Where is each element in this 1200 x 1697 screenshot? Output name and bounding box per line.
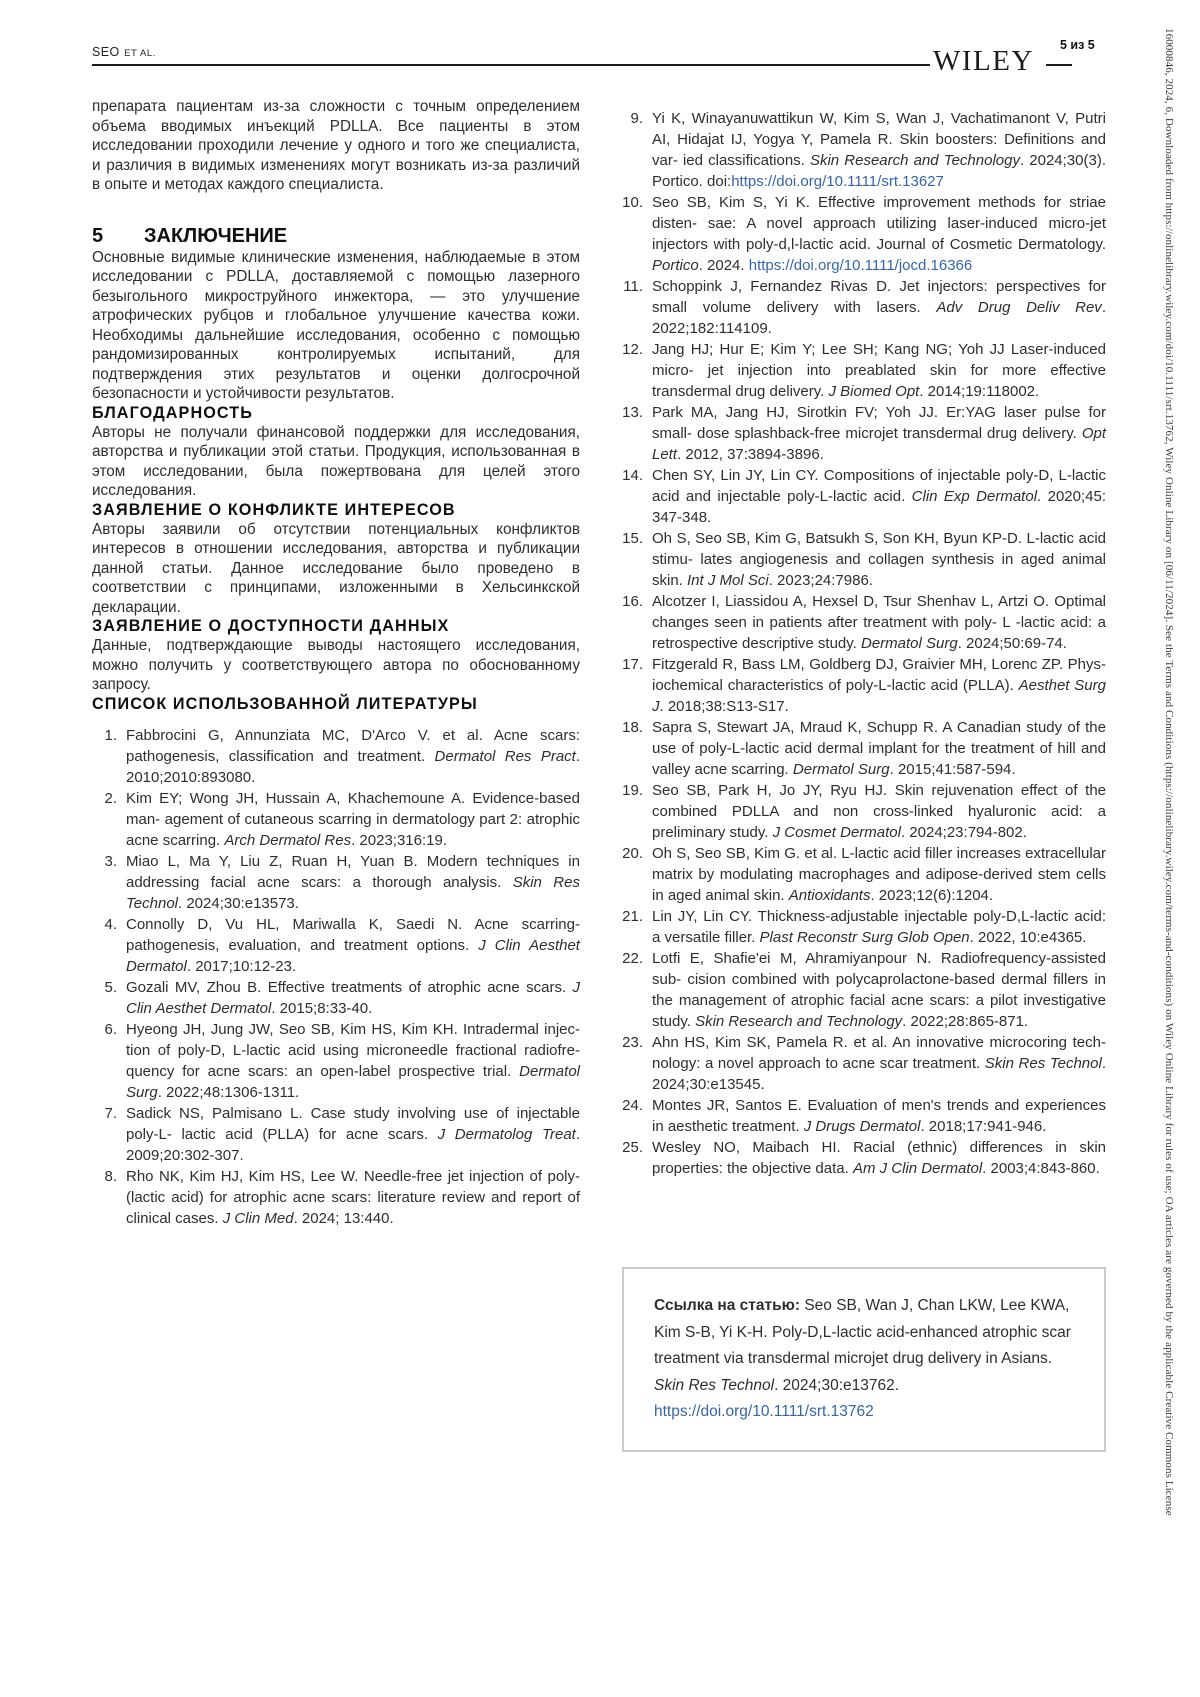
reference-text: Ahn HS, Kim SK, Pamela R. et al. An innovative microcoring tech- nology: a novel approach to acne scar treatment. xyxy=(652,1034,1106,1072)
doi-link[interactable]: https://doi.org/10.1111/jocd.16366 xyxy=(748,257,973,274)
reference-text: Seo SB, Kim S, Yi K. Effective improvement methods for striae disten- sae: A novel approach utilizing laser-induced micro-jet injectors with poly-d,l-lactic acid. Journal of Cosmetic Dermatology. xyxy=(652,194,1106,253)
reference-number: 14. xyxy=(622,467,643,484)
journal-name: J Clin Aesthet Dermatol xyxy=(126,978,580,1017)
header-rule-right xyxy=(1046,64,1072,66)
reference-item xyxy=(622,591,1106,654)
reference-text: Kim EY; Wong JH, Hussain A, Khachemoune A. Evidence-based man- agement of cutaneous scarring in dermatology part 2: atrophic acne scarring. xyxy=(126,789,580,849)
reference-text: Sadick NS, Palmisano L. Case study involving use of injectable poly-L- lactic acid (PLLA) for acne scars. xyxy=(126,1104,580,1143)
reference-number: 4. xyxy=(104,915,117,933)
journal-name: J Clin Med xyxy=(222,1209,294,1227)
reference-list-right xyxy=(622,108,1106,1179)
reference-item xyxy=(92,1019,580,1103)
journal-name: Skin Res Technol xyxy=(984,1055,1102,1072)
section-title: ЗАКЛЮЧЕНИЕ xyxy=(144,224,288,247)
conflict-of-interest-heading: ЗАЯВЛЕНИЕ О КОНФЛИКТЕ ИНТЕРЕСОВ xyxy=(92,500,456,519)
reference-number: 3. xyxy=(104,852,117,870)
reference-text: . 2009;20:302-307. xyxy=(126,1125,581,1164)
reference-number: 25. xyxy=(622,1139,643,1156)
reference-text: . 2014;19:118002. xyxy=(919,383,1040,400)
reference-number: 8. xyxy=(104,1167,117,1185)
reference-number: 6. xyxy=(104,1020,117,1038)
reference-item xyxy=(92,1103,580,1166)
journal-name: Int J Mol Sci xyxy=(687,572,769,589)
reference-number: 21. xyxy=(622,908,643,925)
conclusion-paragraph: Основные видимые клинические изменения, наблюдаемые в этом исследовании с PDLLA, доставляемой с помощью лазерного безыгольного микроструйного инжектора, — это улучшение атрофических рубцов и глобальное улучшение качества кожи. Необходимы дальнейшие исследования, особенно с помощью рандомизированных контролируемых испытаний, для подтверждения этих результатов и оценки долгосрочной безопасности и устойчивости результатов. xyxy=(92,248,580,402)
reference-item xyxy=(622,1137,1106,1179)
journal-name: Dermatol Surg xyxy=(126,1062,580,1101)
reference-item xyxy=(92,725,580,788)
reference-text: . 2024;30(3). Portico. doi: xyxy=(652,152,1106,190)
reference-text: . 2012, 37:3894-3896. xyxy=(677,446,824,463)
reference-number: 11. xyxy=(623,278,643,295)
reference-text: . 2022;182:114109. xyxy=(652,299,1106,337)
reference-number: 22. xyxy=(622,950,643,967)
reference-text: Oh S, Seo SB, Kim G. et al. L-lactic acid filler increases extracellular matrix by modulating macrophages and adipose-derived stem cells in aged animal skin. xyxy=(652,845,1106,904)
reference-text: Lotfi E, Shafie'ei M, Ahramiyanpour N. Radiofrequency-assisted sub- cision combined with polycaprolactone-based dermal fillers in the management of atrophic facial acne scars: a pilot investigative study. xyxy=(652,950,1106,1030)
reference-text: Fitzgerald R, Bass LM, Goldberg DJ, Graivier MH, Lorenc ZP. Phys- iochemical characteristics of poly-L-lactic acid (PLLA). xyxy=(652,656,1106,694)
data-availability-paragraph: Данные, подтверждающие выводы настоящего исследования, можно получить у соответствующего автора по обоснованному запросу. xyxy=(92,637,580,693)
journal-name: Dermatol Surg xyxy=(792,761,890,778)
reference-item xyxy=(622,465,1106,528)
journal-name: J Dermatolog Treat xyxy=(437,1125,576,1143)
journal-name: Skin Res Technol xyxy=(654,1376,775,1394)
reference-number: 15. xyxy=(622,530,643,547)
reference-item xyxy=(622,402,1106,465)
citation-text xyxy=(654,1293,1078,1426)
acknowledgment-heading: БЛАГОДАРНОСТЬ xyxy=(92,403,254,422)
reference-number: 13. xyxy=(622,404,643,421)
reference-text: Yi K, Winayanuwattikun W, Kim S, Wan J, Vachatimanont V, Putri AI, Hidajat IJ, Yogya Y, Pamela R. Skin boosters: Definitions and var- ied classifications. xyxy=(652,110,1106,169)
journal-name: Aesthet Surg J xyxy=(652,677,1106,715)
journal-name: Dermatol Surg xyxy=(860,635,958,652)
section-number: 5 xyxy=(92,224,104,247)
reference-text: Hyeong JH, Jung JW, Seo SB, Kim HS, Kim KH. Intradermal injec- tion of poly-D, L-lactic acid using microneedle fractional radiofre- quency for acne scars: an open-label prospective trial. xyxy=(126,1020,580,1080)
reference-text: . 2018;38:S13-S17. xyxy=(659,698,789,715)
citation-box xyxy=(622,1267,1106,1452)
reference-text: . 2024;30:e13762. xyxy=(774,1376,900,1394)
reference-text: . 2024;50:69-74. xyxy=(957,635,1067,652)
wiley-logo: WILEY xyxy=(933,45,1034,77)
reference-number: 1. xyxy=(104,726,117,744)
right-column xyxy=(622,97,1106,1452)
reference-number: 19. xyxy=(622,782,643,799)
reference-text: Oh S, Seo SB, Kim G, Batsukh S, Son KH, Byun KP-D. L-lactic acid stimu- lates angiogenesis and collagen synthesis in aged animal skin. xyxy=(652,530,1106,589)
journal-name: Opt Lett xyxy=(652,425,1106,463)
journal-name: Arch Dermatol Res xyxy=(224,831,352,849)
reference-item xyxy=(92,788,580,851)
reference-text: Lin JY, Lin CY. Thickness-adjustable injectable poly-D,L-lactic acid: a versatile filler. xyxy=(652,908,1106,946)
reference-text: Seo SB, Park H, Jo JY, Ryu HJ. Skin rejuvenation effect of the combined PDLLA and non cross-linked hyaluronic acid: a preliminary study. xyxy=(652,782,1106,841)
reference-text: Chen SY, Lin JY, Lin CY. Compositions of injectable poly-D, L-lactic acid and injectable poly-L-lactic acid. xyxy=(652,467,1106,505)
doi-link[interactable]: https://doi.org/10.1111/srt.13627 xyxy=(731,173,944,190)
reference-number: 20. xyxy=(622,845,643,862)
reference-item xyxy=(92,977,580,1019)
reference-text: Wesley NO, Maibach HI. Racial (ethnic) differences in skin properties: the objective data. xyxy=(652,1139,1106,1177)
journal-name: Am J Clin Dermatol xyxy=(852,1160,983,1177)
reference-item xyxy=(622,528,1106,591)
reference-text: . 2024;30:e13573. xyxy=(178,894,299,912)
reference-number: 2. xyxy=(104,789,117,807)
reference-item xyxy=(622,192,1106,276)
journal-name: Skin Research and Technology xyxy=(695,1013,903,1030)
journal-name: Portico xyxy=(652,257,699,274)
reference-text: . 2017;10:12-23. xyxy=(186,957,297,975)
reference-item xyxy=(622,906,1106,948)
reference-text: . 2022, 10:e4365. xyxy=(969,929,1087,946)
running-head-authors: SEO xyxy=(92,45,120,59)
reference-text: Fabbrocini G, Annunziata MC, D'Arco V. et al. Acne scars: pathogenesis, classification and treatment. xyxy=(126,726,580,765)
reference-text: Rho NK, Kim HJ, Kim HS, Lee W. Needle-free jet injection of poly- (lactic acid) for atrophic acne scars: literature review and report of clinical cases. xyxy=(126,1167,580,1227)
reference-item xyxy=(622,843,1106,906)
reference-text: Jang HJ; Hur E; Kim Y; Lee SH; Kang NG; Yoh JJ Laser-induced micro- jet injection into preablated skin for more effective transdermal drug delivery. xyxy=(652,341,1106,400)
conflict-of-interest-paragraph: Авторы заявили об отсутствии потенциальных конфликтов интересов в отношении исследования, авторства и публикации данной статьи. Данное исследование было проведено в соответствии с принципами, изложенными в Хельсинкской декларации. xyxy=(92,520,580,616)
reference-number: 5. xyxy=(104,978,117,996)
reference-number: 7. xyxy=(104,1104,117,1122)
reference-item xyxy=(622,108,1106,192)
reference-item xyxy=(622,339,1106,402)
journal-name: Plast Reconstr Surg Glob Open xyxy=(759,929,970,946)
reference-number: 23. xyxy=(622,1034,643,1051)
reference-text: Seo SB, Wan J, Chan LKW, Lee KWA, Kim S-B, Yi K-H. Poly-D,L-lactic acid-enhanced atrophic scar treatment via transdermal microjet drug delivery in Asians. xyxy=(654,1297,1071,1367)
header-rule-left xyxy=(92,64,930,66)
reference-item xyxy=(622,948,1106,1032)
reference-text: . 2010;2010:893080. xyxy=(126,747,580,786)
reference-number: 12. xyxy=(622,341,643,358)
reference-text: . 2015;8:33-40. xyxy=(271,999,373,1017)
journal-name: J Cosmet Dermatol xyxy=(772,824,901,841)
reference-item xyxy=(622,276,1106,339)
reference-text: . 2024. xyxy=(698,257,749,274)
reference-text: Park MA, Jang HJ, Sirotkin FV; Yoh JJ. Er:YAG laser pulse for small- dose splashback-free microjet transdermal drug delivery. xyxy=(652,404,1106,442)
reference-text: Ссылка на статью: xyxy=(654,1297,801,1314)
conclusion-heading xyxy=(92,225,580,248)
reference-text: Montes JR, Santos E. Evaluation of men's trends and experiences in aesthetic treatment. xyxy=(652,1097,1106,1135)
reference-text: Miao L, Ma Y, Liu Z, Ruan H, Yuan B. Modern techniques in addressing facial acne scars: a thorough analysis. xyxy=(126,852,580,891)
journal-name: J Clin Aesthet Dermatol xyxy=(126,936,580,975)
page-number: 5 из 5 xyxy=(1060,38,1095,52)
reference-text: . 2024;23:794-802. xyxy=(900,824,1027,841)
reference-text: . 2024; 13:440. xyxy=(293,1209,394,1227)
acknowledgment-paragraph: Авторы не получали финансовой поддержки для исследования, авторства и публикации этой статьи. Продукция, использованная в этом исследовании, была пожертвована для целей этого исследования. xyxy=(92,423,580,499)
reference-item xyxy=(92,1166,580,1229)
reference-text: Connolly D, Vu HL, Mariwalla K, Saedi N. Acne scarring-pathogenesis, evaluation, and treatment options. xyxy=(126,915,580,954)
reference-item xyxy=(622,1095,1106,1137)
reference-text: . 2022;28:865-871. xyxy=(902,1013,1029,1030)
running-head-etal: ET AL. xyxy=(124,48,157,59)
running-head xyxy=(92,43,156,61)
journal-name: Clin Exp Dermatol xyxy=(911,488,1038,505)
reference-item xyxy=(92,851,580,914)
reference-text: . 2018;17:941-946. xyxy=(920,1118,1047,1135)
reference-text: Schoppink J, Fernandez Rivas D. Jet injectors: perspectives for small volume delivery with lasers. xyxy=(652,278,1106,316)
journal-name: Skin Res Technol xyxy=(126,873,580,912)
reference-text: . 2023;316:19. xyxy=(351,831,448,849)
reference-item xyxy=(622,780,1106,843)
reference-item xyxy=(622,1032,1106,1095)
reference-text: . 2015;41:587-594. xyxy=(889,761,1016,778)
journal-name: Adv Drug Deliv Rev xyxy=(936,299,1102,316)
reference-text: . 2022;48:1306-1311. xyxy=(157,1083,300,1101)
reference-text: . 2023;24:7986. xyxy=(768,572,873,589)
doi-link[interactable]: https://doi.org/10.1111/srt.13762 xyxy=(654,1403,874,1420)
reference-number: 16. xyxy=(622,593,643,610)
reference-text: . 2024;30:e13545. xyxy=(652,1055,1106,1093)
journal-name: J Drugs Dermatol xyxy=(803,1118,921,1135)
reference-number: 10. xyxy=(622,194,643,211)
journal-name: Dermatol Res Pract xyxy=(434,747,576,765)
journal-name: Antioxidants xyxy=(788,887,871,904)
reference-number: 24. xyxy=(622,1097,643,1114)
references-heading: СПИСОК ИСПОЛЬЗОВАННОЙ ЛИТЕРАТУРЫ xyxy=(92,694,478,713)
left-column xyxy=(92,97,580,1229)
reference-text: Sapra S, Stewart JA, Mraud K, Schupp R. A Canadian study of the use of poly-L-lactic acid dermal implant for the treatment of hill and valley acne scarring. xyxy=(652,719,1106,778)
reference-list-left xyxy=(92,725,580,1229)
reference-number: 18. xyxy=(622,719,643,736)
reference-item xyxy=(622,654,1106,717)
journal-name: Skin Research and Technology xyxy=(809,152,1020,169)
reference-text: . 2020;45: 347-348. xyxy=(652,488,1106,526)
reference-number: 9. xyxy=(630,110,643,127)
data-availability-heading: ЗАЯВЛЕНИЕ О ДОСТУПНОСТИ ДАННЫХ xyxy=(92,617,450,635)
reference-item xyxy=(92,914,580,977)
download-info-watermark: 16000846, 2024, 6, Downloaded from https://onlinelibrary.wiley.com/doi/10.1111/srt.13762, Wiley Online Library on [06/11/2024]. See the Terms and Conditions (https://onlinelibrary.wiley.com/terms-and-conditions) on Wiley Online Library for rules of use; OA articles are governed by the applicable Creative Commons License xyxy=(1163,28,1175,1516)
reference-text: . 2023;12(6):1204. xyxy=(870,887,994,904)
reference-text: Gozali MV, Zhou B. Effective treatments of atrophic acne scars. xyxy=(126,978,573,996)
reference-text: Alcotzer I, Liassidou A, Hexsel D, Tsur Shenhav L, Artzi O. Optimal changes seen in patients after treatment with poly- L -lactic acid: a retrospective descriptive study. xyxy=(652,593,1106,652)
reference-text: . 2003;4:843-860. xyxy=(982,1160,1100,1177)
journal-name: J Biomed Opt xyxy=(828,383,920,400)
reference-item xyxy=(622,717,1106,780)
reference-number: 17. xyxy=(622,656,643,673)
intro-paragraph: препарата пациентам из-за сложности с точным определением объема вводимых инъекций PDLLA. Все пациенты в этом исследовании проходили лечение у одного и того же специалиста, и различия в видимых изменениях могут возникать из-за различий в опыте и методах каждого специалиста. xyxy=(92,98,580,193)
